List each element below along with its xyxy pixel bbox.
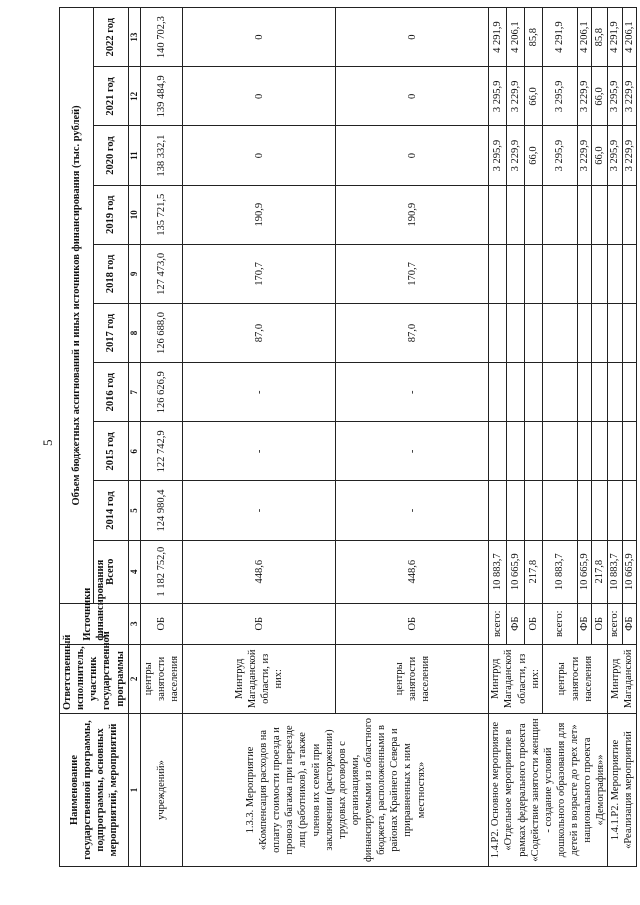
cell-value: 4 291,9 [608, 8, 622, 67]
row-source: ФБ [578, 603, 592, 644]
cell-value: 0 [183, 126, 336, 185]
cell-value: 0 [336, 126, 489, 185]
row-name: 1.4.Р2. Основное мероприятие «Отдельное мероприятие в рамках федерального проекта «Содействие занятости женщин - создание условий дошкольного образования для детей в возрасте до трех лет» национального проекта «Демография»» [489, 713, 608, 866]
column-number: 10 [128, 185, 140, 244]
cell-value: 448,6 [336, 540, 489, 603]
cell-value: 139 484,9 [140, 67, 182, 126]
cell-value: 66,0 [592, 126, 608, 185]
column-number: 12 [128, 67, 140, 126]
cell-value: 170,7 [336, 244, 489, 303]
row-executor: центры занятости населения [336, 644, 489, 713]
cell-value: 3 295,9 [542, 126, 577, 185]
cell-value: - [336, 481, 489, 540]
column-number: 13 [128, 8, 140, 67]
cell-value: - [183, 481, 336, 540]
column-number: 11 [128, 126, 140, 185]
cell-value: 170,7 [183, 244, 336, 303]
row-executor: центры занятости населения [542, 644, 608, 713]
row-source: ОБ [183, 603, 336, 644]
cell-value: 87,0 [336, 303, 489, 362]
cell-value: 3 295,9 [489, 126, 507, 185]
row-source: ОБ [336, 603, 489, 644]
row-name: 1.3.3. Мероприятие «Компенсация расходов на оплату стоимости проезда и провоза багажа при переезде лиц (работников), а также членов их семей при заключении (расторжении) трудовых договоров с организациями, финансируемыми из областного бюджета, расположенными в районах Крайнего Севера и приравненных к ним местностях» [183, 713, 489, 866]
header-name: Наименование государственной программы, подпрограммы, основных мероприятий, мероприятий [60, 713, 129, 866]
cell-value: 190,9 [183, 185, 336, 244]
page-number: 5 [40, 439, 55, 446]
cell-value: 138 332,1 [140, 126, 182, 185]
table-row [489, 8, 507, 867]
row-source: всего: [608, 603, 622, 644]
cell-value: 66,0 [524, 67, 542, 126]
row-executor: Минтруд Магаданской области, из них: [183, 644, 336, 713]
cell-value: 87,0 [183, 303, 336, 362]
header-year: 2018 год [94, 244, 128, 303]
header-year: 2017 год [94, 303, 128, 362]
row-source: ОБ [592, 603, 608, 644]
cell-value: 4 206,1 [578, 8, 592, 67]
cell-value: 0 [183, 8, 336, 67]
cell-value: 0 [336, 8, 489, 67]
column-number: 6 [128, 422, 140, 481]
cell-value: 140 702,3 [140, 8, 182, 67]
cell-value: 4 206,1 [507, 8, 525, 67]
cell-value: 1 182 752,0 [140, 540, 182, 603]
cell-value: 66,0 [524, 126, 542, 185]
column-number: 4 [128, 540, 140, 603]
cell-value: 448,6 [183, 540, 336, 603]
cell-value: 10 883,7 [489, 540, 507, 603]
cell-value: 66,0 [592, 67, 608, 126]
cell-value: 217,8 [524, 540, 542, 603]
cell-value: 127 473,0 [140, 244, 182, 303]
header-year: 2019 год [94, 185, 128, 244]
row-name: 1.4.1.Р2. Мероприятие «Реализация мероприятий [608, 713, 636, 866]
row-executor: центры занятости населения [140, 644, 182, 713]
cell-value: 10 665,9 [507, 540, 525, 603]
cell-value: 217,8 [592, 540, 608, 603]
cell-value: - [183, 422, 336, 481]
cell-value: 10 665,9 [578, 540, 592, 603]
row-source: всего: [542, 603, 577, 644]
column-number: 2 [128, 644, 140, 713]
row-source: ОБ [524, 603, 542, 644]
cell-value: 0 [183, 67, 336, 126]
cell-value: 85,8 [592, 8, 608, 67]
header-total: Всего [94, 540, 128, 603]
cell-value: 10 883,7 [542, 540, 577, 603]
cell-value: 3 295,9 [489, 67, 507, 126]
header-source: Источники финансирования [60, 603, 129, 644]
column-number: 7 [128, 363, 140, 422]
cell-value: 3 229,9 [578, 126, 592, 185]
financing-table [59, 7, 637, 867]
header-year: 2022 год [94, 8, 128, 67]
header-year: 2015 год [94, 422, 128, 481]
header-year: 2020 год [94, 126, 128, 185]
row-name: учреждений» [140, 713, 182, 866]
cell-value: 3 295,9 [608, 67, 622, 126]
cell-value: 126 626,9 [140, 363, 182, 422]
header-year: 2021 год [94, 67, 128, 126]
cell-value: 3 295,9 [608, 126, 622, 185]
cell-value: 3 229,9 [622, 126, 636, 185]
cell-value: 4 291,9 [489, 8, 507, 67]
row-executor: Минтруд Магаданской [608, 644, 636, 713]
column-number: 9 [128, 244, 140, 303]
column-number: 3 [128, 603, 140, 644]
column-number: 5 [128, 481, 140, 540]
table-row [140, 8, 182, 867]
cell-value: 10 883,7 [608, 540, 622, 603]
cell-value: 3 229,9 [622, 67, 636, 126]
row-executor: Минтруд Магаданской области, из них: [489, 644, 543, 713]
cell-value: 10 665,9 [622, 540, 636, 603]
column-number: 1 [128, 713, 140, 866]
cell-value: 3 229,9 [578, 67, 592, 126]
row-source: всего: [489, 603, 507, 644]
cell-value: 3 295,9 [542, 67, 577, 126]
cell-value: 126 688,0 [140, 303, 182, 362]
cell-value: 4 206,1 [622, 8, 636, 67]
cell-value: 124 980,4 [140, 481, 182, 540]
table-row [183, 8, 336, 867]
header-year: 2016 год [94, 363, 128, 422]
cell-value: - [336, 363, 489, 422]
cell-value: 0 [336, 67, 489, 126]
cell-value: - [183, 363, 336, 422]
cell-value: 3 229,9 [507, 126, 525, 185]
cell-value: 85,8 [524, 8, 542, 67]
row-source: ОБ [140, 603, 182, 644]
column-number: 8 [128, 303, 140, 362]
cell-value: 3 229,9 [507, 67, 525, 126]
cell-value: - [336, 422, 489, 481]
row-source: ФБ [507, 603, 525, 644]
cell-value: 4 291,9 [542, 8, 577, 67]
header-executor: Ответственный исполнитель, участник государственной программы [60, 644, 129, 713]
header-volume: Объем бюджетных ассигнований и иных источников финансирования (тыс. рублей) [60, 8, 94, 604]
cell-value: 135 721,5 [140, 185, 182, 244]
header-year: 2014 год [94, 481, 128, 540]
row-source: ФБ [622, 603, 636, 644]
cell-value: 190,9 [336, 185, 489, 244]
cell-value: 122 742,9 [140, 422, 182, 481]
table-row [608, 8, 622, 867]
